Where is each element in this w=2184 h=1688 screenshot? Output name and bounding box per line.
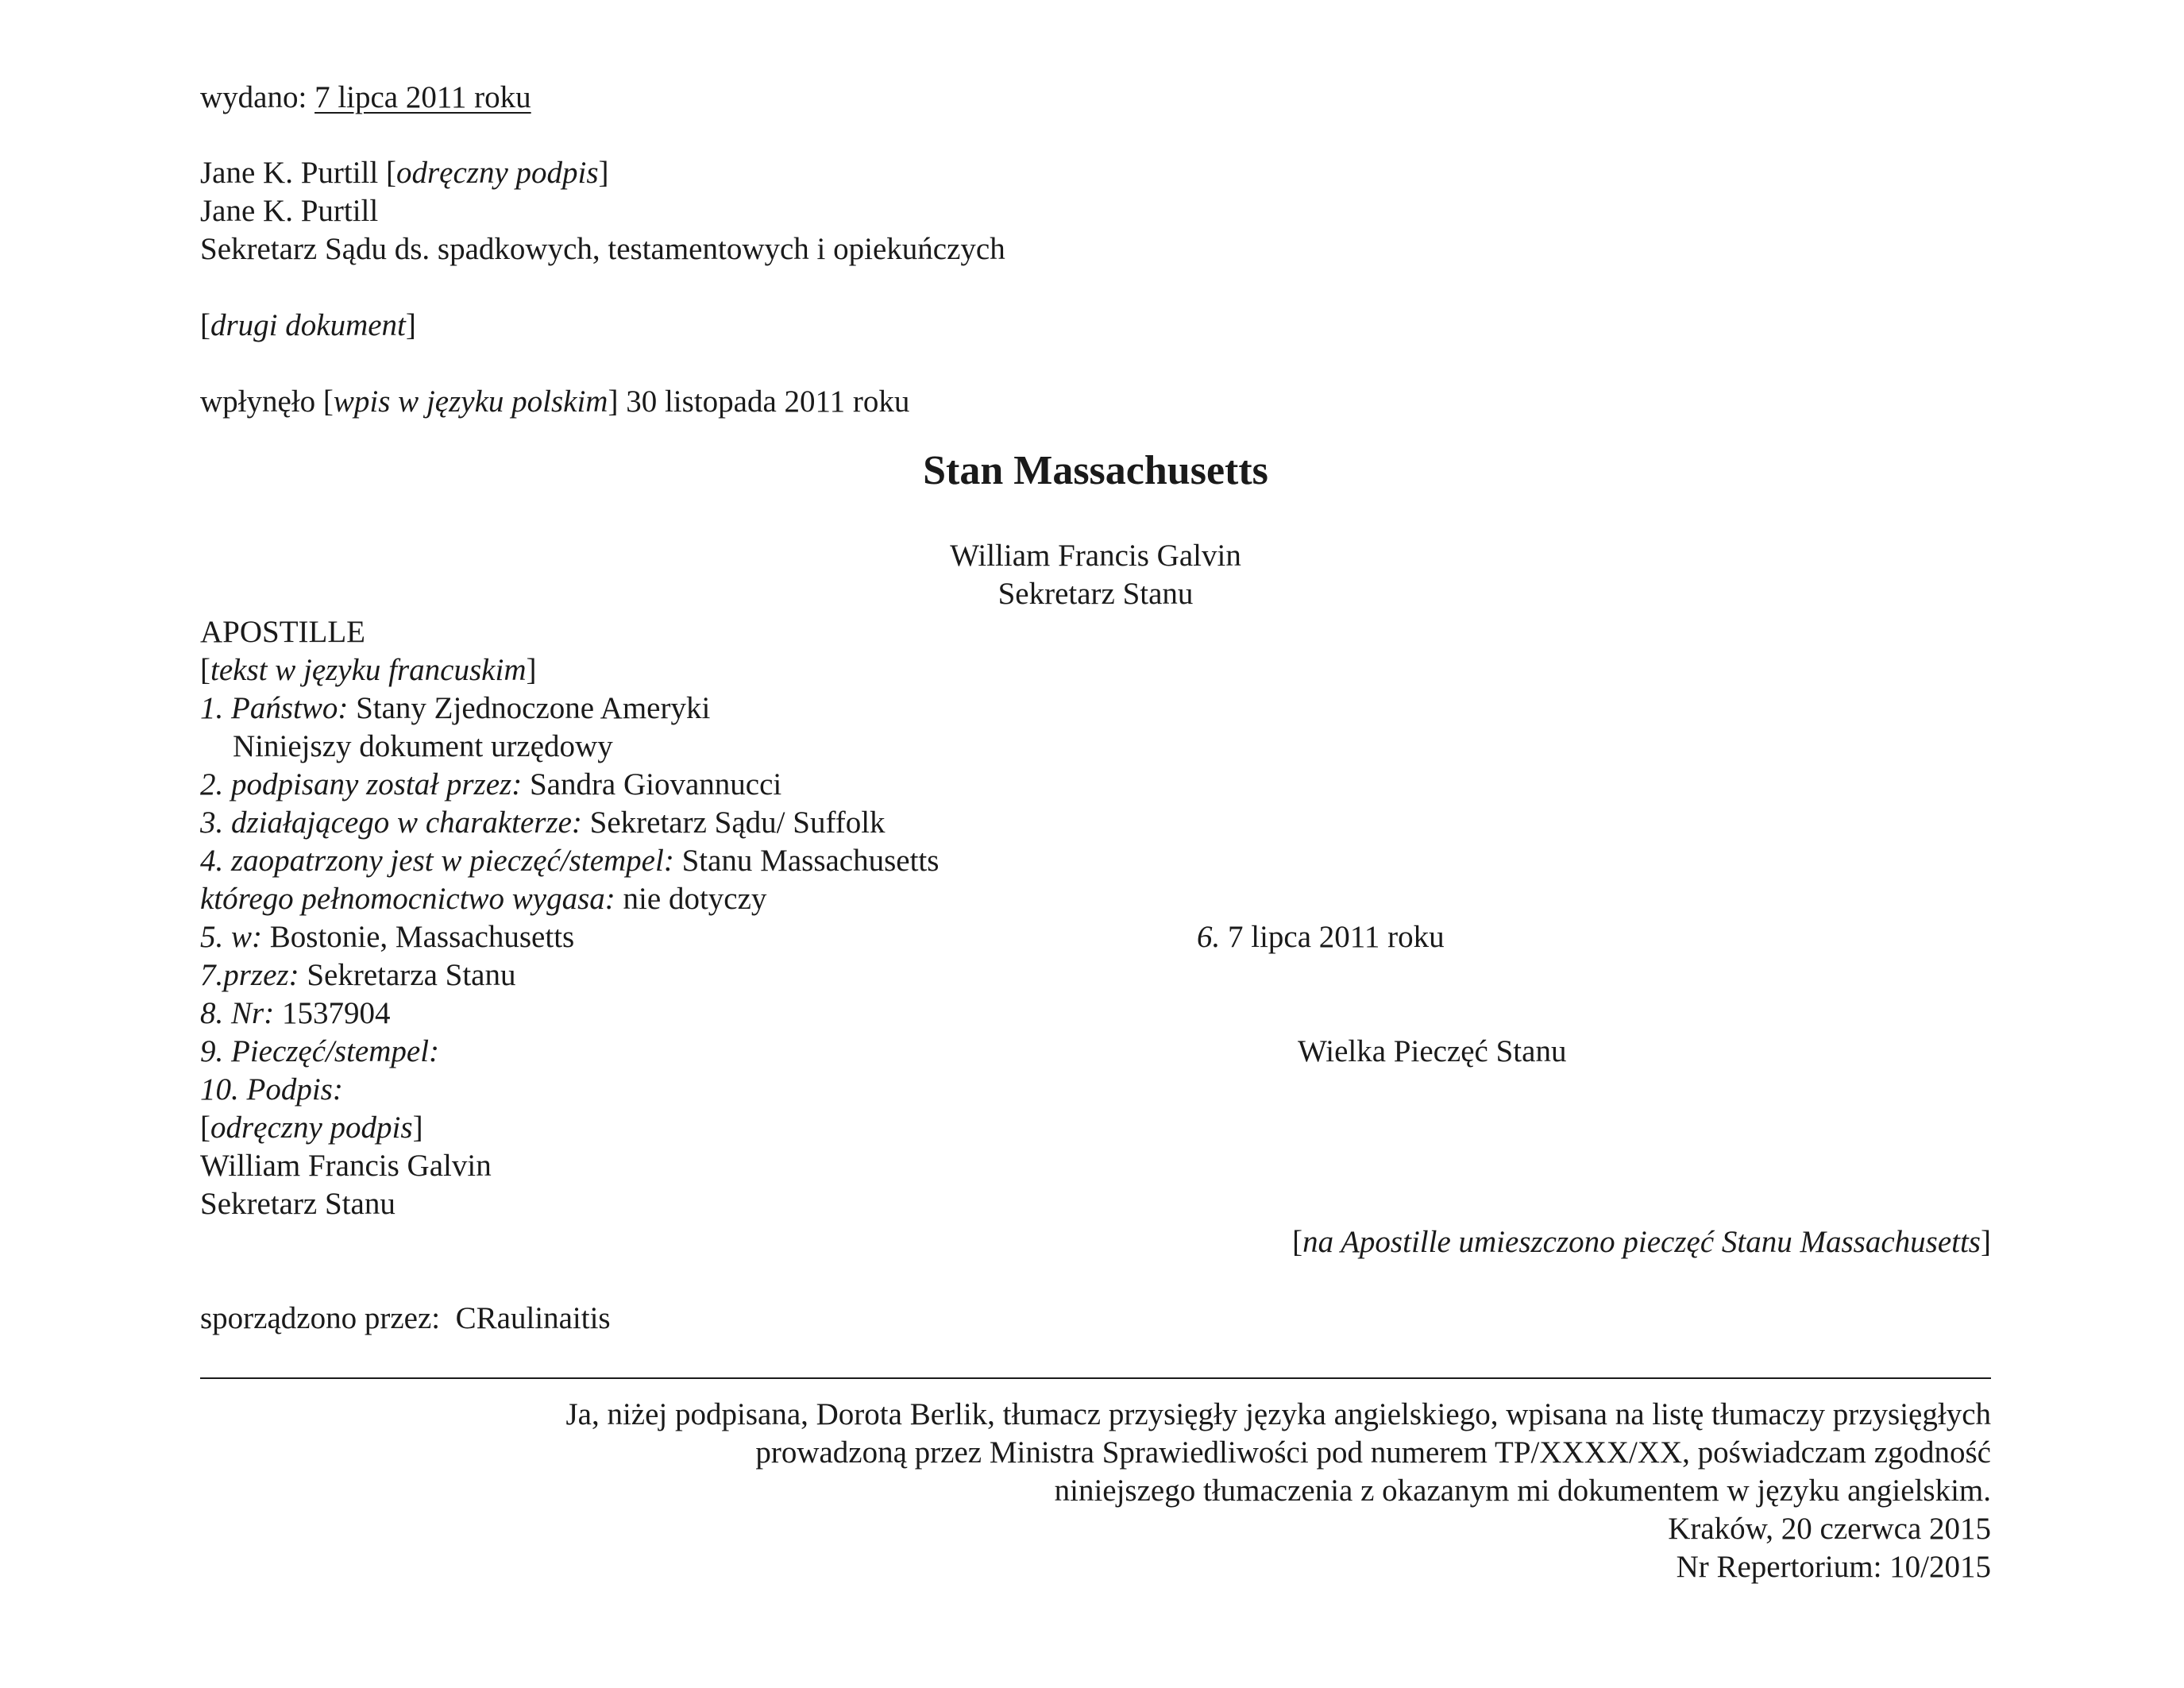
signature-label: 10. Podpis: — [200, 1072, 343, 1107]
seal-value: Stanu Massachusetts — [681, 844, 940, 878]
seal-label: 4. zaopatrzony jest w pieczęć/stempel: — [200, 844, 674, 878]
apostille-seal-note: [na Apostille umieszczono pieczęć Stanu Massachusetts] — [1292, 1225, 1991, 1259]
apostille-signer-name: William Francis Galvin — [200, 1149, 492, 1183]
apostille-heading: APOSTILLE — [200, 615, 365, 649]
received-line: wpłynęło [wpis w języku polskim] 30 listopada 2011 roku — [200, 384, 910, 419]
certification-line-2: prowadzoną przez Ministra Sprawiedliwości pod numerem TP/XXXX/XX, poświadczam zgodność — [755, 1435, 1991, 1470]
number-label: 8. Nr: — [200, 996, 275, 1030]
certification-line-3: niniejszego tłumaczenia z okazanym mi dokumentem w języku angielskim. — [1054, 1474, 1991, 1508]
by-label: 7.przez: — [200, 958, 299, 992]
signed-by-value: Sandra Giovannucci — [529, 767, 782, 802]
place-label: 5. w: — [200, 920, 262, 954]
apostille-seal-text: na Apostille umieszczono pieczęć Stanu Massachusetts — [1302, 1225, 1981, 1259]
expiry-value: nie dotyczy — [623, 882, 767, 916]
official-title: Sekretarz Stanu — [997, 577, 1194, 611]
issued-label: wydano: — [200, 80, 307, 114]
second-document-text: drugi dokument — [210, 308, 406, 342]
certification-place-date: Kraków, 20 czerwca 2015 — [1668, 1512, 1991, 1546]
state-title: Stan Massachusetts — [923, 448, 1268, 493]
capacity-label: 3. działającego w charakterze: — [200, 805, 582, 840]
prepared-label: sporządzono przez: — [200, 1301, 441, 1335]
issued-line — [200, 82, 531, 113]
stamp-value: Wielka Pieczęć Stanu — [1298, 1034, 1567, 1068]
received-note: wpis w języku polskim — [333, 384, 608, 419]
apostille-language-note: [tekst w języku francuskim] — [200, 653, 537, 687]
place-value: Bostonie, Massachusetts — [269, 920, 575, 954]
signer-title: Sekretarz Sądu ds. spadkowych, testamentowych i opiekuńczych — [200, 232, 1005, 266]
handwritten-signature-note: odręczny podpis — [396, 156, 599, 190]
prepared-line — [200, 1303, 611, 1334]
stamp-label: 9. Pieczęć/stempel: — [200, 1034, 440, 1068]
apostille-signature-text: odręczny podpis — [210, 1111, 413, 1145]
expiry-label: którego pełnomocnictwo wygasa: — [200, 882, 615, 916]
apostille-item-country — [200, 693, 710, 724]
apostille-doc-note: Niniejszy dokument urzędowy — [233, 729, 613, 763]
signer-name: Jane K. Purtill — [200, 194, 379, 228]
apostille-item-signed-by — [200, 769, 781, 800]
apostille-item-capacity — [200, 807, 886, 838]
issued-date: 7 lipca 2011 roku — [314, 80, 531, 114]
apostille-item-date — [1197, 921, 1445, 952]
apostille-language-text: tekst w języku francuskim — [210, 653, 527, 687]
apostille-item-number — [200, 998, 390, 1029]
apostille-signer-title: Sekretarz Stanu — [200, 1187, 396, 1221]
country-label: 1. Państwo: — [200, 691, 349, 725]
separator-rule — [200, 1377, 1991, 1379]
apostille-item-by — [200, 960, 515, 991]
capacity-value: Sekretarz Sądu/ Suffolk — [589, 805, 886, 840]
certification-line-1: Ja, niżej podpisana, Dorota Berlik, tłumacz przysięgły języka angielskiego, wpisana na listę tłumaczy przysięgłych — [565, 1397, 1991, 1431]
date-value: 7 lipca 2011 roku — [1228, 920, 1445, 954]
signed-name: Jane K. Purtill — [200, 156, 379, 190]
number-value: 1537904 — [281, 996, 391, 1030]
received-label: wpłynęło — [200, 384, 316, 419]
apostille-item-expiry — [200, 883, 766, 914]
received-date: 30 listopada 2011 roku — [626, 384, 910, 419]
date-label: 6. — [1197, 920, 1221, 954]
apostille-signature-note: [odręczny podpis] — [200, 1111, 423, 1145]
signed-by-label: 2. podpisany został przez: — [200, 767, 523, 802]
certification-repertorium: Nr Repertorium: 10/2015 — [1676, 1550, 1991, 1584]
country-value: Stany Zjednoczone Ameryki — [356, 691, 711, 725]
second-document-note: [drugi dokument] — [200, 308, 416, 342]
official-name: William Francis Galvin — [950, 539, 1241, 573]
by-value: Sekretarza Stanu — [307, 958, 516, 992]
prepared-value: CRaulinaitis — [455, 1301, 611, 1335]
apostille-item-place — [200, 921, 574, 952]
apostille-item-seal — [200, 845, 939, 876]
signed-name-line: Jane K. Purtill [odręczny podpis] — [200, 156, 609, 190]
